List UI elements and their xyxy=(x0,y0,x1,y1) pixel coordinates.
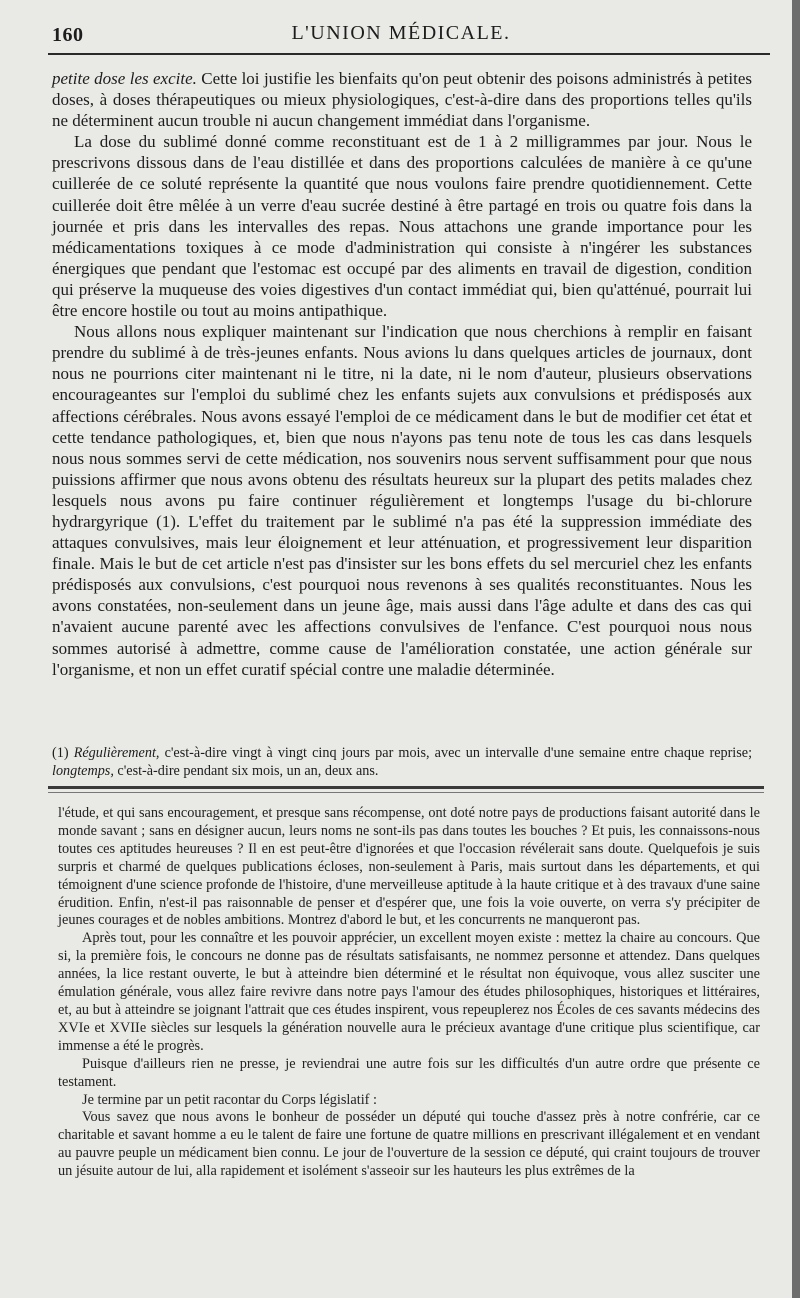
footnote-text: c'est-à-dire vingt à vingt cinq jours par mois, avec un intervalle d'une semaine entre chaque reprise; xyxy=(159,745,753,761)
footnote-italic: longtemps, xyxy=(52,762,114,779)
feuilleton-section xyxy=(58,805,760,1181)
section-divider-thin xyxy=(48,792,764,793)
header-rule xyxy=(48,53,770,55)
paragraph-text: Cette loi justifie les bienfaits qu'on peut obtenir des poisons administrés à petites doses, à doses thérapeutiques ou mieux physiologiques, c'est-à-dire dans des proportions telles qu'ils ne déterminent aucun trouble ni aucun changement immédiat dans l'organisme. xyxy=(52,69,753,131)
feuilleton-paragraph: Vous savez que nous avons le bonheur de posséder un député qui touche d'assez près à notre confrérie, car ce charitable et savant homme a eu le talent de faire une fortune de quatre millions en prescrivant illégalement et en vendant au pauvre peuple un médicament bien connu. Le jour de l'ouverture de la session ce député, qui craint toujours de trouver un jésuite autour de lui, alla rapidement et isolément s'asseoir sur les hauteurs les plus extrêmes de la xyxy=(58,1109,760,1180)
page-number: 160 xyxy=(52,24,84,46)
section-divider xyxy=(48,786,764,789)
article-paragraph xyxy=(52,131,752,321)
article-body xyxy=(52,68,752,680)
feuilleton-paragraph: Puisque d'ailleurs rien ne presse, je reviendrai une autre fois sur les difficultés d'un autre ordre que présente ce testament. xyxy=(58,1055,760,1090)
footnote-marker: (1) xyxy=(52,745,69,761)
feuilleton-paragraph: Je termine par un petit racontar du Corps législatif : xyxy=(82,1091,377,1108)
article-paragraph xyxy=(52,68,752,131)
footnote-text: c'est-à-dire pendant six mois, un an, deux ans. xyxy=(113,762,379,779)
footnote-italic: Régulièrement, xyxy=(73,745,160,761)
footnote xyxy=(52,745,752,780)
paragraph-text: Nous allons nous expliquer maintenant sur l'indication que nous cherchions à remplir en faisant prendre du sublimé à de très-jeunes enfants. Nous avions lu dans quelques articles de journaux, dont nous ne pourrions citer maintenant ni le titre, ni la date, ni le nom d'auteur, plusieurs observations encourageantes sur l'emploi du sublimé chez les enfants sujets aux convulsions et prédisposés aux affections cérébrales. Nous avons essayé l'emploi de ce médicament dans le but de modifier cet état et cette tendance pathologiques, et, bien que nous n'ayons pas tenu note de tous les cas dans lesquels nous nous sommes servi de cette médication, nos souvenirs nous servent suffisamment pour que nous puissions affirmer que nous avons obtenu des résultats heureux sur la plupart des petits malades chez lesquels nous avons pu faire continuer régulièrement et longtemps l'usage du bi-chlorure hydrargyrique (1). L'effet du traitement par le sublimé n'a pas été la suppression immédiate des attaques convulsives, mais leur éloignement et leur atténuation, et progressivement leur disparition finale. Mais le but de cet article n'est pas d'insister sur les bons effets du sel mercuriel chez les enfants prédisposés aux convulsions, c'est pourquoi nous revenons à ses qualités reconstituantes. Nous les avons constatées, non-seulement dans un jeune âge, mais aussi dans l'âge adulte et dans des cas qui n'avaient aucune parenté avec les affections convulsives de l'enfance. C'est pourquoi nous nous sommes autorisé à admettre, comme cause de l'amélioration constatée, une action générale sur l'organisme, et non un effet curatif spécial contre une maladie déterminée. xyxy=(52,322,752,679)
journal-title: L'UNION MÉDICALE. xyxy=(291,22,511,44)
feuilleton-paragraph: Après tout, pour les connaître et les pouvoir apprécier, un excellent moyen existe : mettez la chaire au concours. Que si, la première fois, le concours ne donne pas de résultats satisfaisants, ne nommez personne et attendez. Dans quelques années, la lice restant ouverte, le but à atteindre bien déterminé et le résultat non équivoque, vous allez susciter une émulation générale, vous allez faire revivre dans notre pays l'amour des études philosophiques, historiques et littéraires, et, au but à atteindre se joignant l'attrait que ces études inspirent, vous repeuplerez nos Écoles de ces savants médecins des XVIe et XVIIe siècles sur lesquels la génération nouvelle aura le précieux avantage d'une critique plus scientifique, car immense a été le progrès. xyxy=(58,930,760,1054)
article-paragraph xyxy=(52,321,752,680)
page-header xyxy=(40,18,762,50)
feuilleton-paragraph: l'étude, et qui sans encouragement, et presque sans récompense, ont doté notre pays de productions faisant autorité dans le monde savant ; sans en désigner aucun, leurs noms ne sont-ils pas dans toutes les bouches ? Et puis, les connaissons-nous toutes ces aptitudes heureuses ? Il en est peut-être d'ignorées et que l'occasion révélerait sans doute. Quelquefois je suis surpris et charmé de quelques publications écloses, non-seulement à Paris, mais surtout dans les départements, et qui témoignent d'une science profonde de l'histoire, d'une merveilleuse aptitude à la haute critique et à des travaux d'une saine érudition. Enfin, n'est-il pas raisonnable de penser et d'espérer que, une fois la voie ouverte, on verra s'y précipiter de jeunes courages et de nobles ambitions. Montrez d'abord le but, et les concurrents ne manqueront pas. xyxy=(58,805,760,929)
paragraph-text: La dose du sublimé donné comme reconstituant est de 1 à 2 milligrammes par jour. Nous le prescrivons dissous dans de l'eau distillée et dans des proportions calculées de manière à ce qu'une cuillerée de ce soluté représente la quantité que nous voulons faire prendre quotidiennement. Cette cuillerée doit être mêlée à un verre d'eau sucrée destiné à être partagé en trois ou quatre fois dans la journée et pris dans les intervalles des repas. Nous attachons une grande importance pour les médicamentations toxiques à ce mode d'administration qui consiste à n'ingérer les substances énergiques que pendant que l'estomac est occupé par des aliments en travail de digestion, condition qui préserve la muqueuse des voies digestives d'un contact immédiat qui, bien qu'atténué, pourrait lui être encore hostile ou tout au moins antipathique. xyxy=(52,132,752,321)
paragraph-italic-lead: petite dose les excite. xyxy=(52,69,197,88)
